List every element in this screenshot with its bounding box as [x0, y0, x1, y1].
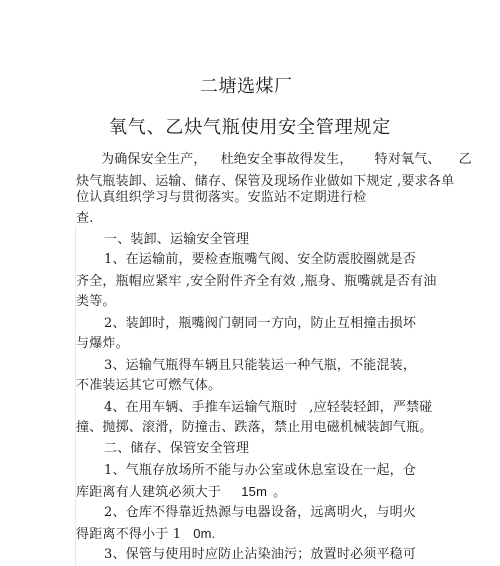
item-text: 得距离不得小于 1 [76, 527, 182, 542]
section1-item1-line1: 1、在运输前，要检查瓶嘴气阀、安全防震胶圈就是否 [104, 252, 417, 267]
item-text: 库距离有人建筑必须大于 [76, 485, 222, 500]
section1-item1-line2: 齐全，瓶帽应紧牢 ,安全附件齐全有效 ,瓶身、瓶嘴就是否有油 [76, 274, 437, 289]
section1-item2-line2: 与爆炸。 [76, 336, 129, 351]
item-text: 4、在用车辆、手推车运输气瓶时 [104, 400, 298, 415]
item-text: 。 [273, 485, 287, 500]
section1-item1-line3: 类等。 [76, 294, 116, 309]
distance-value: 15m [241, 484, 268, 499]
section1-item2-line1: 2、装卸时，瓶嘴阀门朝同一方向，防止互相撞击损坏 [104, 316, 417, 331]
intro-text: 杜绝安全事故得发生， [220, 152, 353, 167]
section1-item3-line2: 不准装运其它可燃气体。 [76, 378, 222, 393]
section1-heading: 一、装卸、运输安全管理 [104, 232, 250, 247]
item-text: ,应轻装轻卸，严禁碰 [309, 400, 433, 415]
section2-item3-line1: 3、保管与使用时应防止沾染油污；放置时必须平稳可 [104, 547, 417, 562]
section2-heading: 二、储存、保管安全管理 [104, 441, 250, 456]
distance-value: 0m. [193, 526, 216, 541]
intro-line-1 [101, 152, 472, 168]
section2-item2-line1: 2、仓库不得靠近热源与电器设备，远离明火，与明火 [104, 505, 417, 520]
section2-item1-line2 [76, 484, 286, 501]
intro-text: 乙 [458, 152, 472, 167]
section2-item1-line1: 1、气瓶存放场所不能与办公室或休息室设在一起，仓 [104, 463, 417, 478]
document-title: 氧气、乙炔气瓶使用安全管理规定 [109, 117, 391, 138]
company-name: 二塘选煤厂 [200, 76, 293, 97]
intro-line-3: 位认真组织学习与贯彻落实。安监站不定期进行检 [76, 190, 367, 205]
intro-text: 为确保安全生产， [101, 152, 207, 167]
intro-text: 特对氧气、 [374, 152, 441, 167]
section1-item3-line1: 3、运输气瓶得车辆且只能装运一种气瓶，不能混装， [104, 358, 417, 373]
intro-line-2: 炔气瓶装卸、运输、储存、保管及现场作业做如下规定 ,要求各单 [76, 174, 455, 189]
section1-item4-line1 [104, 400, 432, 416]
intro-line-4: 查. [76, 211, 94, 226]
section2-item2-line2 [76, 526, 216, 543]
section1-item4-line2: 撞、抛掷、滚滑，防撞击、跌落，禁止用电磁机械装卸气瓶。 [76, 420, 433, 435]
